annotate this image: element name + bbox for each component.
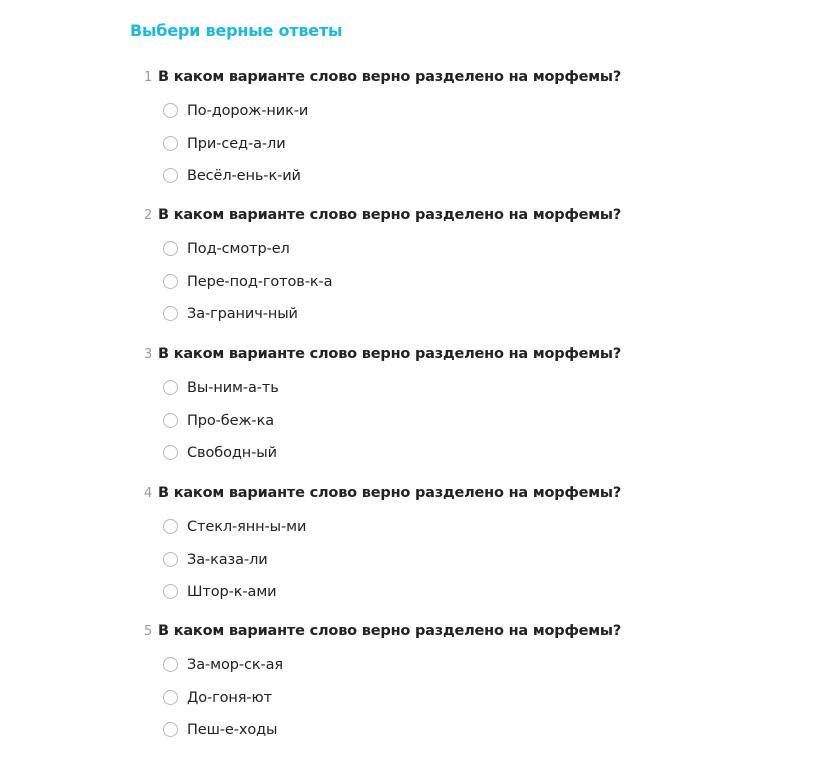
- answer-label: До-гоня-ют: [187, 689, 273, 706]
- radio-button[interactable]: [163, 690, 178, 705]
- question-number: 1: [144, 70, 153, 85]
- question-number: 2: [144, 208, 153, 223]
- radio-button[interactable]: [163, 136, 178, 151]
- question-number: 5: [144, 624, 153, 639]
- answer-label: За-каза-ли: [187, 551, 268, 568]
- answer-label: Пере-под-готов-к-а: [187, 273, 333, 290]
- radio-button[interactable]: [163, 103, 178, 118]
- radio-button[interactable]: [163, 241, 178, 256]
- answer-label: Вы-ним-а-ть: [187, 380, 279, 396]
- radio-button[interactable]: [163, 445, 178, 460]
- radio-button[interactable]: [163, 413, 178, 428]
- answer-label: Штор-к-ами: [187, 584, 277, 600]
- question-text: В каком варианте слово верно разделено на морфемы?: [158, 346, 622, 362]
- radio-button[interactable]: [163, 168, 178, 183]
- question-number: 3: [144, 347, 153, 362]
- question-text: В каком варианте слово верно разделено на морфемы?: [158, 207, 622, 223]
- question-text: В каком варианте слово верно разделено на морфемы?: [158, 69, 622, 85]
- answer-label: При-сед-а-ли: [187, 135, 286, 152]
- answer-label: За-мор-ск-ая: [187, 657, 284, 673]
- answer-label: Стекл-янн-ы-ми: [187, 519, 307, 535]
- answer-label: Весёл-ень-к-ий: [187, 168, 301, 184]
- radio-button[interactable]: [163, 519, 178, 534]
- radio-button[interactable]: [163, 657, 178, 672]
- question-text: В каком варианте слово верно разделено на морфемы?: [158, 623, 622, 639]
- radio-button[interactable]: [163, 584, 178, 599]
- answer-label: По-дорож-ник-и: [187, 103, 309, 119]
- radio-button[interactable]: [163, 722, 178, 737]
- answer-label: Про-беж-ка: [187, 412, 275, 429]
- radio-button[interactable]: [163, 306, 178, 321]
- radio-button[interactable]: [163, 380, 178, 395]
- quiz-title: Выбери верные ответы: [130, 21, 343, 40]
- answer-label: Свободн-ый: [187, 445, 277, 461]
- question-text: В каком варианте слово верно разделено на морфемы?: [158, 485, 622, 501]
- radio-button[interactable]: [163, 552, 178, 567]
- radio-button[interactable]: [163, 274, 178, 289]
- answer-label: Пеш-е-ходы: [187, 722, 278, 738]
- answer-label: За-гранич-ный: [187, 306, 298, 322]
- answer-label: Под-смотр-ел: [187, 241, 290, 257]
- question-number: 4: [144, 486, 153, 501]
